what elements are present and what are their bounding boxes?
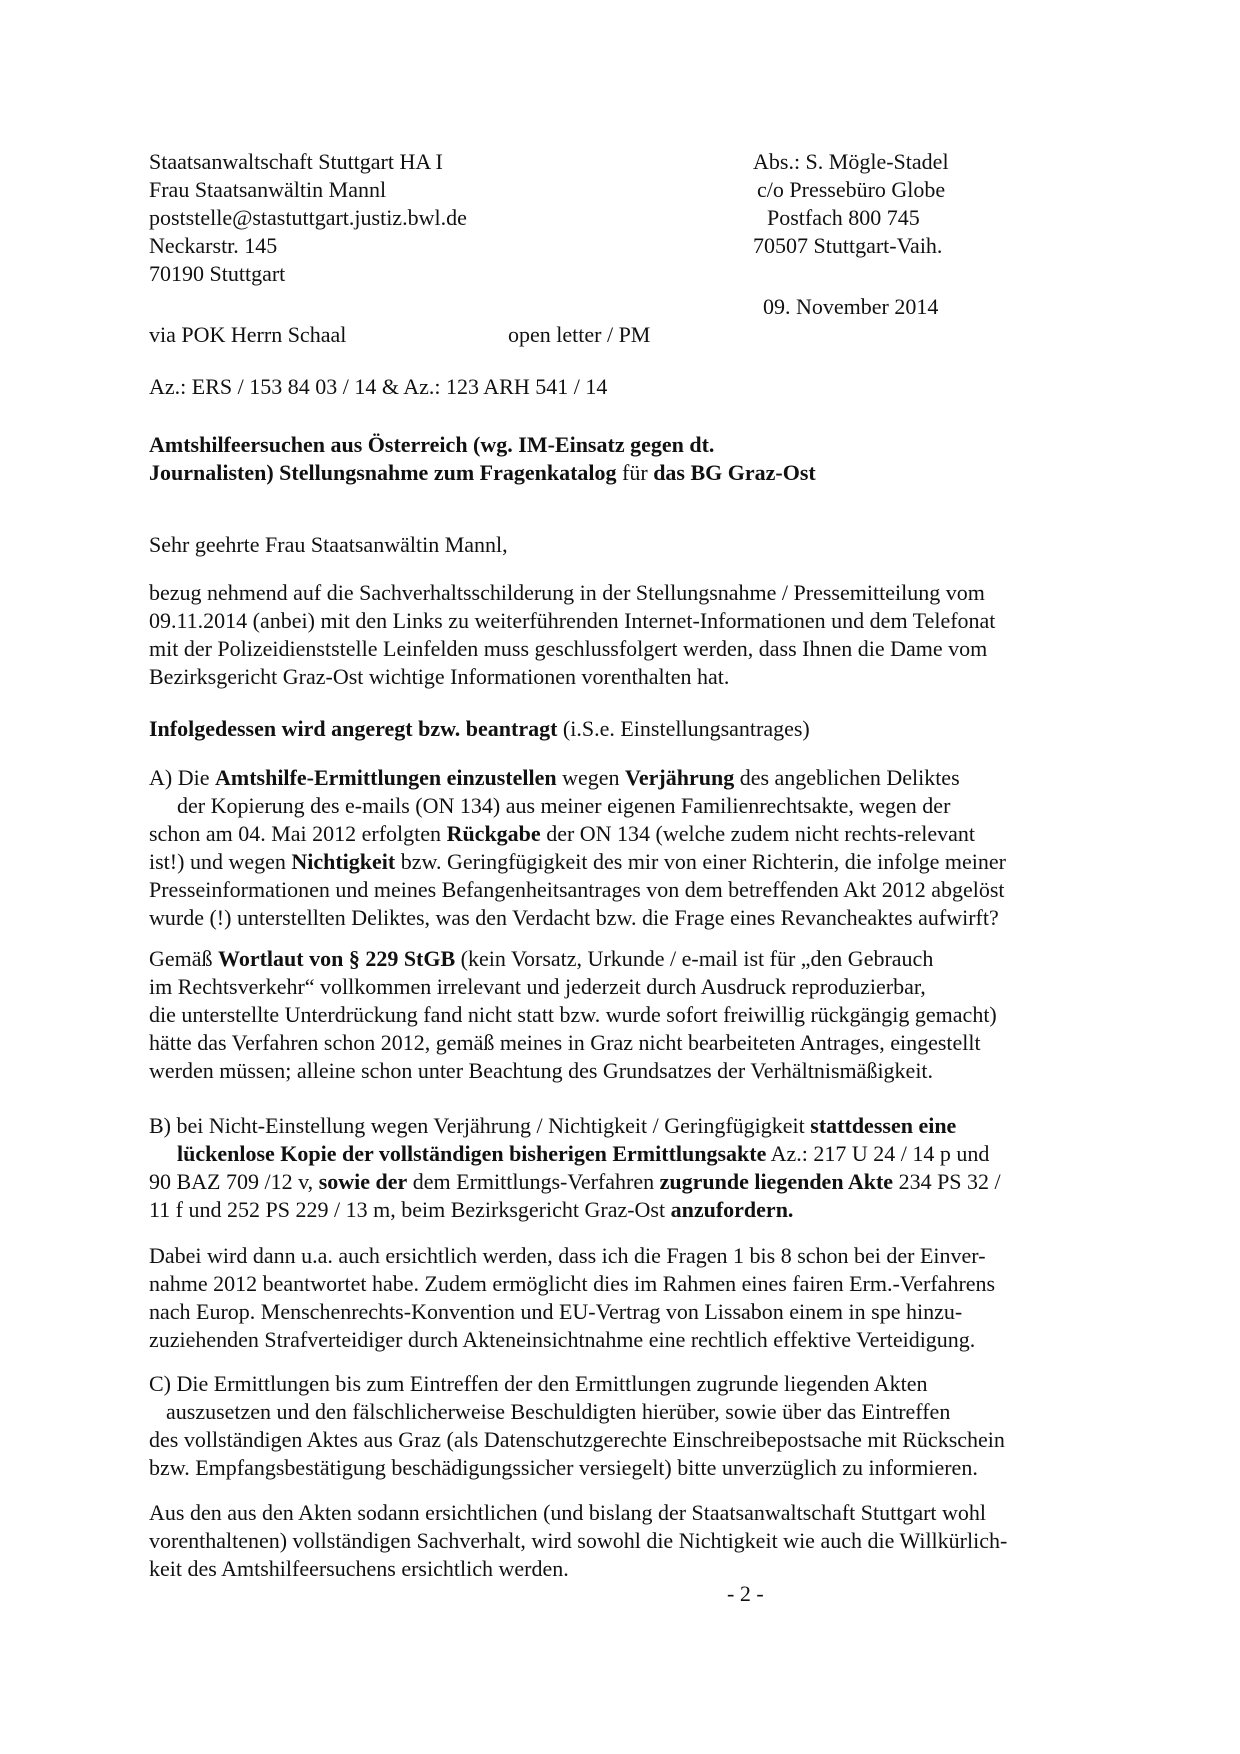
text-line: lückenlose Kopie der vollständigen bisherigen Ermittlungsakte Az.: 217 U 24 / 14 p und xyxy=(177,1141,990,1166)
page-number: - 2 - xyxy=(727,1581,764,1606)
open-letter-label: open letter / PM xyxy=(508,322,651,347)
recipient-email: poststelle@stastuttgart.justiz.bwl.de xyxy=(149,205,467,230)
text-line: mit der Polizeidienststelle Leinfelden muss geschlussfolgert werden, dass Ihnen die Dame vom xyxy=(149,636,988,661)
text-line: C) Die Ermittlungen bis zum Eintreffen der den Ermittlungen zugrunde liegenden Akten xyxy=(149,1371,928,1396)
text-line: die unterstellte Unterdrückung fand nicht statt bzw. wurde sofort freiwillig rückgängig gemacht) xyxy=(149,1002,997,1027)
reference-numbers: Az.: ERS / 153 84 03 / 14 & Az.: 123 ARH 541 / 14 xyxy=(149,374,608,399)
section-legal-basis xyxy=(149,945,997,1085)
request-intro: Infolgedessen wird angeregt bzw. beantragt (i.S.e. Einstellungsantrages) xyxy=(149,716,810,741)
text-line: im Rechtsverkehr“ vollkommen irrelevant und jederzeit durch Ausdruck reproduzierbar, xyxy=(149,974,926,999)
text-line: der Kopierung des e-mails (ON 134) aus meiner eigenen Familienrechtsakte, wegen der xyxy=(177,793,951,818)
text-line: zuziehenden Strafverteidiger durch Akteneinsichtnahme eine rechtlich effektive Verteidigung. xyxy=(149,1327,976,1352)
section-c xyxy=(149,1370,1005,1482)
section-a xyxy=(149,764,1006,932)
text-line: Gemäß Wortlaut von § 229 StGB (kein Vorsatz, Urkunde / e-mail ist für „den Gebrauch xyxy=(149,946,934,971)
letter-date: 09. November 2014 xyxy=(763,294,939,319)
text-line: wurde (!) unterstellten Deliktes, was den Verdacht bzw. die Frage eines Revancheaktes aufwirft? xyxy=(149,905,999,930)
text-line: keit des Amtshilfeersuchens ersichtlich werden. xyxy=(149,1556,569,1581)
recipient-line: Staatsanwaltschaft Stuttgart HA I xyxy=(149,149,443,174)
text-line: hätte das Verfahren schon 2012, gemäß meines in Graz nicht bearbeiteten Antrages, eingestellt xyxy=(149,1030,981,1055)
text-line: Bezirksgericht Graz-Ost wichtige Informationen vorenthalten hat. xyxy=(149,664,730,689)
text-line: bzw. Empfangsbestätigung beschädigungssicher versiegelt) bitte unverzüglich zu informieren. xyxy=(149,1455,978,1480)
recipient-address xyxy=(149,148,467,288)
recipient-line: Frau Staatsanwältin Mannl xyxy=(149,177,387,202)
text-line: Aus den aus den Akten sodann ersichtlichen (und bislang der Staatsanwaltschaft Stuttgart wohl xyxy=(149,1500,987,1525)
text-line: werden müssen; alleine schon unter Beachtung des Grundsatzes der Verhältnismäßigkeit. xyxy=(149,1058,934,1083)
sender-address xyxy=(753,148,949,260)
subject-line: Amtshilfeersuchen aus Österreich (wg. IM-Einsatz gegen dt. xyxy=(149,432,715,457)
text-line: vorenthaltenen) vollständigen Sachverhalt, wird sowohl die Nichtigkeit wie auch die Willkürlich- xyxy=(149,1528,1008,1553)
text-line: schon am 04. Mai 2012 erfolgten Rückgabe der ON 134 (welche zudem nicht rechts-relevant xyxy=(149,821,976,846)
sender-line: Postfach 800 745 xyxy=(767,205,920,230)
subject-heading xyxy=(149,431,816,487)
sender-line: Abs.: S. Mögle-Stadel xyxy=(753,149,949,174)
recipient-line: Neckarstr. 145 xyxy=(149,233,278,258)
text-line: des vollständigen Aktes aus Graz (als Datenschutzgerechte Einschreibepostsache mit Rückschein xyxy=(149,1427,1005,1452)
text-line: 11 f und 252 PS 229 / 13 m, beim Bezirksgericht Graz-Ost anzufordern. xyxy=(149,1197,794,1222)
explanation-paragraph xyxy=(149,1242,995,1354)
text-line: ist!) und wegen Nichtigkeit bzw. Geringfügigkeit des mir von einer Richterin, die infolge meiner xyxy=(149,849,1006,874)
text-line: Dabei wird dann u.a. auch ersichtlich werden, dass ich die Fragen 1 bis 8 schon bei der Einver- xyxy=(149,1243,986,1268)
text-line: Presseinformationen und meines Befangenheitsantrages von dem betreffenden Akt 2012 abgelöst xyxy=(149,877,1005,902)
text-line: 09.11.2014 (anbei) mit den Links zu weiterführenden Internet-Informationen und dem Telefonat xyxy=(149,608,996,633)
closing-paragraph xyxy=(149,1499,1007,1583)
via-line: via POK Herrn Schaal xyxy=(149,322,347,347)
text-line: bezug nehmend auf die Sachverhaltsschilderung in der Stellungsnahme / Pressemitteilung vom xyxy=(149,580,985,605)
intro-paragraph xyxy=(149,579,995,691)
recipient-line: 70190 Stuttgart xyxy=(149,261,286,286)
sender-line: c/o Pressebüro Globe xyxy=(757,177,946,202)
text-line: B) bei Nicht-Einstellung wegen Verjährung / Nichtigkeit / Geringfügigkeit stattdessen eine xyxy=(149,1113,957,1138)
section-b xyxy=(149,1112,1001,1224)
subject-line: Journalisten) Stellungsnahme zum Fragenkatalog für das BG Graz-Ost xyxy=(149,460,816,485)
sender-line: 70507 Stuttgart-Vaih. xyxy=(753,233,943,258)
text-line: auszusetzen und den fälschlicherweise Beschuldigten hierüber, sowie über das Eintreffen xyxy=(166,1399,951,1424)
text-line: nahme 2012 beantwortet habe. Zudem ermöglicht dies im Rahmen eines fairen Erm.-Verfahrens xyxy=(149,1271,996,1296)
text-line: A) Die Amtshilfe-Ermittlungen einzustellen wegen Verjährung des angeblichen Deliktes xyxy=(149,765,960,790)
text-line: 90 BAZ 709 /12 v, sowie der dem Ermittlungs-Verfahren zugrunde liegenden Akte 234 PS 32 / xyxy=(149,1169,1001,1194)
salutation: Sehr geehrte Frau Staatsanwältin Mannl, xyxy=(149,532,508,557)
text-line: nach Europ. Menschenrechts-Konvention und EU-Vertrag von Lissabon einem in spe hinzu- xyxy=(149,1299,963,1324)
